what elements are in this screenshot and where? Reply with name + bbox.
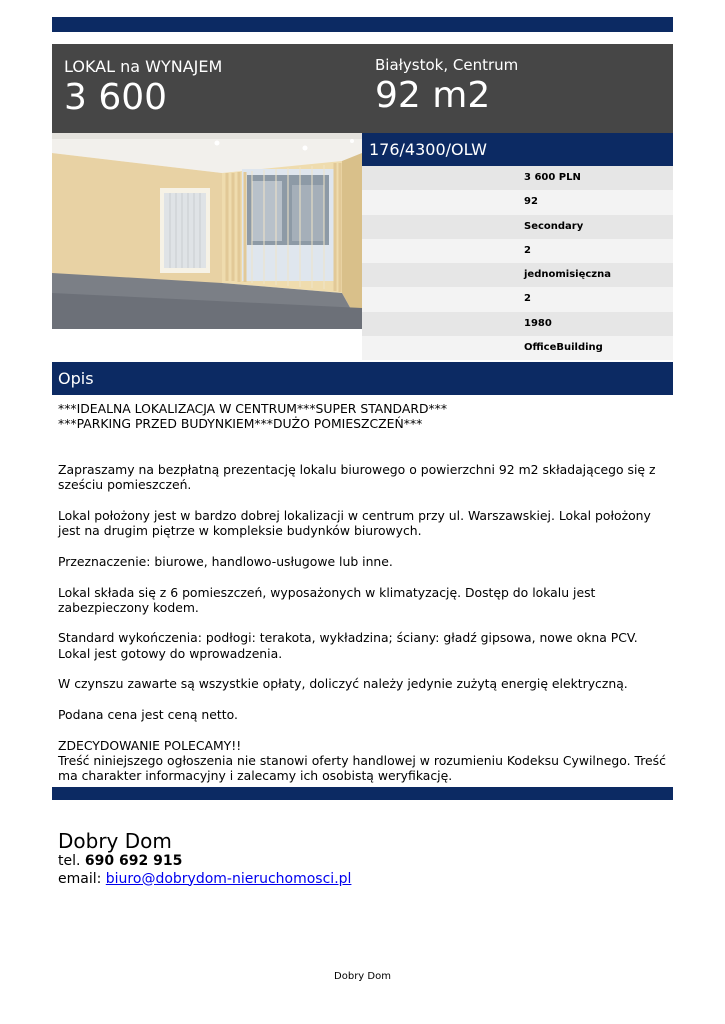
description-paragraph: Standard wykończenia: podłogi: terakota, wykładzina; ściany: gładź gipsowa, nowe okna PCV. Lokal jest gotowy do wprowadzenia. xyxy=(58,630,638,661)
detail-year: 1980 xyxy=(362,312,673,336)
detail-rent-type: jednomisięczna xyxy=(362,263,673,287)
description-paragraph: ZDECYDOWANIE POLECAMY!! Treść niniejszego ogłoszenia nie stanowi oferty handlowej w rozumieniu Kodeksu Cywilnego. Treść ma charakter informacyjny i zalecamy ich osobistą weryfikację. xyxy=(58,737,666,784)
reference-number: 176/4300/OLW xyxy=(362,133,673,166)
description-paragraph xyxy=(58,432,668,447)
agency-contact xyxy=(58,829,351,888)
description-heading: Opis xyxy=(52,362,673,395)
listing-location: Białystok, Centrum xyxy=(375,56,519,74)
property-photo xyxy=(52,133,362,329)
phone-number: 690 692 915 xyxy=(84,853,183,869)
listing-price: 3 600 xyxy=(64,77,168,118)
description-paragraph xyxy=(58,692,668,707)
phone-line xyxy=(58,853,351,871)
description-paragraph: ***IDEALNA LOKALIZACJA W CENTRUM***SUPER STANDARD*** ***PARKING PRZED BUDYNKIEM***DUŻO POMIESZCZEŃ*** xyxy=(58,401,448,432)
description-paragraph: Lokal położony jest w bardzo dobrej lokalizacji w centrum przy ul. Warszawskiej. Lokal położony jest na drugim piętrze w kompleksie budynków biurowych. xyxy=(58,508,651,539)
details-table xyxy=(362,166,673,360)
description-paragraph: Podana cena jest ceną netto. xyxy=(58,706,238,722)
bottom-accent-bar xyxy=(52,787,673,800)
description-paragraph xyxy=(58,539,668,554)
description-paragraph: W czynszu zawarte są wszystkie opłaty, doliczyć należy jedynie zużytą energię elektryczną. xyxy=(58,676,628,692)
detail-building-type: OfficeBuilding xyxy=(362,336,673,360)
agency-name: Dobry Dom xyxy=(58,829,172,853)
description-paragraph: Zapraszamy na bezpłatną prezentację lokalu biurowego o powierzchni 92 m2 składającego się z sześciu pomieszczeń. xyxy=(58,462,656,493)
phone-label: tel. xyxy=(58,853,81,869)
listing-type: LOKAL na WYNAJEM xyxy=(64,57,223,76)
description-paragraph: Przeznaczenie: biurowe, handlowo-usługowe lub inne. xyxy=(58,553,393,569)
detail-floor: 2 xyxy=(362,239,673,263)
description xyxy=(58,401,668,783)
description-paragraph xyxy=(58,722,668,737)
description-paragraph xyxy=(58,447,668,462)
detail-floors: 2 xyxy=(362,287,673,311)
description-paragraph xyxy=(58,661,668,676)
footer-text: Dobry Dom xyxy=(334,971,391,982)
listing-header xyxy=(52,44,673,133)
description-paragraph xyxy=(58,493,668,508)
detail-market: Secondary xyxy=(362,215,673,239)
listing-area: 92 m2 xyxy=(375,75,491,116)
email-link[interactable]: biuro@dobrydom-nieruchomosci.pl xyxy=(105,870,352,887)
email-label: email: xyxy=(58,870,102,887)
detail-price: 3 600 PLN xyxy=(362,166,673,190)
description-paragraph xyxy=(58,615,668,630)
description-paragraph xyxy=(58,569,668,584)
description-paragraph: Lokal składa się z 6 pomieszczeń, wyposażonych w klimatyzację. Dostęp do lokalu jest zabezpieczony kodem. xyxy=(58,584,596,615)
top-accent-bar xyxy=(52,17,673,32)
detail-area: 92 xyxy=(362,190,673,214)
email-line xyxy=(58,871,351,889)
